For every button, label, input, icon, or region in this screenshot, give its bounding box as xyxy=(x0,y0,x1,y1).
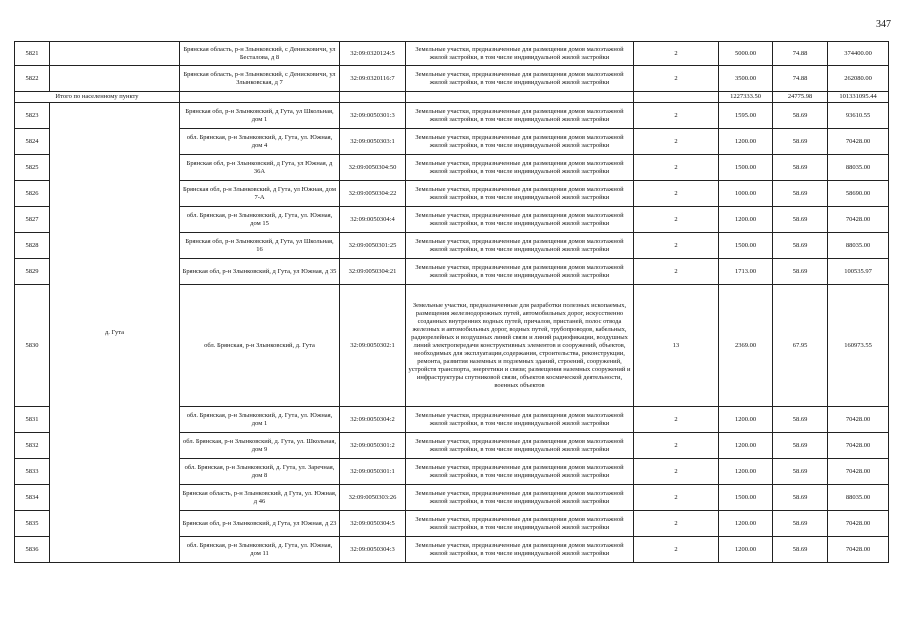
address-cell: обл. Брянская, р-н Злынковский, д. Гута, ул. Южная, дом 4 xyxy=(180,129,340,155)
value-cell: 93610.55 xyxy=(828,103,889,129)
purpose-cell: Земельные участки, предназначенные для размещения домов малоэтажной жилой застройки, в том числе индивидуальной жилой застройки xyxy=(406,155,634,181)
group-cell: 2 xyxy=(634,129,719,155)
address-cell: Брянская обл, р-н Злынковский, д Гута, ул Южная, дом 7-А xyxy=(180,181,340,207)
purpose-cell: Земельные участки, предназначенные для размещения домов малоэтажной жилой застройки, в том числе индивидуальной жилой застройки xyxy=(406,233,634,259)
rate-cell: 58.69 xyxy=(773,537,828,563)
area-cell: 1200.00 xyxy=(719,459,773,485)
area-cell: 1200.00 xyxy=(719,129,773,155)
rate-cell: 58.69 xyxy=(773,155,828,181)
group-cell: 2 xyxy=(634,459,719,485)
rate-cell: 58.69 xyxy=(773,129,828,155)
rate-cell: 58.69 xyxy=(773,181,828,207)
rate-cell: 58.69 xyxy=(773,433,828,459)
value-cell: 70428.00 xyxy=(828,433,889,459)
area-cell: 1500.00 xyxy=(719,155,773,181)
subtotal-label: Итого по населенному пункту xyxy=(15,92,180,103)
area-cell: 1000.00 xyxy=(719,181,773,207)
area-cell: 1200.00 xyxy=(719,207,773,233)
row-number: 5835 xyxy=(15,511,50,537)
purpose-cell: Земельные участки, предназначенные для размещения домов малоэтажной жилой застройки, в том числе индивидуальной жилой застройки xyxy=(406,181,634,207)
purpose-cell: Земельные участки, предназначенные для размещения домов малоэтажной жилой застройки, в том числе индивидуальной жилой застройки xyxy=(406,66,634,92)
row-number: 5828 xyxy=(15,233,50,259)
subtotal-row xyxy=(15,92,889,103)
address-cell: Брянская область, р-н Злынковский, д Гута, ул. Южная, д 46 xyxy=(180,485,340,511)
row-number: 5826 xyxy=(15,181,50,207)
purpose-cell: Земельные участки, предназначенные для разработки полезных ископаемых, размещения железнодорожных путей, автомобильных дорог, искусственно созданных внутренних водных путей, причалов, пристаней, полос отвода железных и автомобильных дорог, водных путей, трубопроводов, кабельных, радиорелейных и воздушных линий связи и линий радиофикации, воздушных линий электропередачи конструктивных элементов и сооружений, объектов, необходимых для эксплуатации,содержания, строительства, реконструкции, ремонта, развития наземных и подземных зданий, строений, сооружений, устройств транспорта, энергетики и связи; размещения наземных сооружений и инфраструктуры спутниковой связи, объектов космической деятельности, военных объектов xyxy=(406,285,634,407)
purpose-cell: Земельные участки, предназначенные для размещения домов малоэтажной жилой застройки, в том числе индивидуальной жилой застройки xyxy=(406,259,634,285)
locality-cell xyxy=(50,66,180,92)
page-number: 347 xyxy=(876,19,891,30)
cadastral-number-cell: 32:09:0050304:50 xyxy=(340,155,406,181)
value-cell: 262080.00 xyxy=(828,66,889,92)
value-cell: 374400.00 xyxy=(828,42,889,66)
purpose-cell: Земельные участки, предназначенные для размещения домов малоэтажной жилой застройки, в том числе индивидуальной жилой застройки xyxy=(406,537,634,563)
value-cell: 100535.97 xyxy=(828,259,889,285)
empty-cell xyxy=(340,92,406,103)
address-cell: обл. Брянская, р-н Злынковский, д. Гута, ул. Южная, дом 1 xyxy=(180,407,340,433)
cadastral-number-cell: 32:09:0050304:4 xyxy=(340,207,406,233)
rate-cell: 74.88 xyxy=(773,66,828,92)
group-cell: 2 xyxy=(634,66,719,92)
cadastral-number-cell: 32:09:0050303:26 xyxy=(340,485,406,511)
rate-cell: 74.88 xyxy=(773,42,828,66)
cadastral-number-cell: 32:09:0050304:22 xyxy=(340,181,406,207)
group-cell: 13 xyxy=(634,285,719,407)
address-cell: Брянская обл, р-н Злынковский, д Гута, ул Южная, д 23 xyxy=(180,511,340,537)
cadastral-number-cell: 32:09:0050304:21 xyxy=(340,259,406,285)
rate-cell: 67.95 xyxy=(773,285,828,407)
purpose-cell: Земельные участки, предназначенные для размещения домов малоэтажной жилой застройки, в том числе индивидуальной жилой застройки xyxy=(406,433,634,459)
address-cell: обл. Брянская, р-н Злынковский, д. Гута, ул. Южная, дом 11 xyxy=(180,537,340,563)
group-cell: 2 xyxy=(634,42,719,66)
subtotal-rate: 24775.98 xyxy=(773,92,828,103)
group-cell: 2 xyxy=(634,155,719,181)
address-cell: Брянская обл, р-н Злынковский, д Гута, ул Школьная, 16 xyxy=(180,233,340,259)
address-cell: Брянская обл, р-н Злынковский, д Гута, ул Южная, д 35 xyxy=(180,259,340,285)
value-cell: 88035.00 xyxy=(828,155,889,181)
cadastral-number-cell: 32:09:0050301:1 xyxy=(340,459,406,485)
rate-cell: 58.69 xyxy=(773,207,828,233)
cadastral-number-cell: 32:09:0050304:2 xyxy=(340,407,406,433)
cadastral-number-cell: 32:09:0050304:5 xyxy=(340,511,406,537)
subtotal-area: 1227333.50 xyxy=(719,92,773,103)
cadastral-number-cell: 32:09:0320124:5 xyxy=(340,42,406,66)
subtotal-value: 101331095.44 xyxy=(828,92,889,103)
row-number: 5829 xyxy=(15,259,50,285)
area-cell: 3500.00 xyxy=(719,66,773,92)
cadastral-number-cell: 32:09:0320116:7 xyxy=(340,66,406,92)
cadastral-number-cell: 32:09:0050303:1 xyxy=(340,129,406,155)
table-row xyxy=(15,42,889,66)
value-cell: 70428.00 xyxy=(828,129,889,155)
value-cell: 88035.00 xyxy=(828,233,889,259)
area-cell: 1200.00 xyxy=(719,433,773,459)
empty-cell xyxy=(634,92,719,103)
rate-cell: 58.69 xyxy=(773,511,828,537)
value-cell: 70428.00 xyxy=(828,407,889,433)
purpose-cell: Земельные участки, предназначенные для размещения домов малоэтажной жилой застройки, в том числе индивидуальной жилой застройки xyxy=(406,407,634,433)
row-number: 5831 xyxy=(15,407,50,433)
area-cell: 1500.00 xyxy=(719,233,773,259)
cadastral-number-cell: 32:09:0050301:25 xyxy=(340,233,406,259)
row-number: 5822 xyxy=(15,66,50,92)
rate-cell: 58.69 xyxy=(773,485,828,511)
purpose-cell: Земельные участки, предназначенные для размещения домов малоэтажной жилой застройки, в том числе индивидуальной жилой застройки xyxy=(406,129,634,155)
value-cell: 70428.00 xyxy=(828,537,889,563)
purpose-cell: Земельные участки, предназначенные для размещения домов малоэтажной жилой застройки, в том числе индивидуальной жилой застройки xyxy=(406,42,634,66)
area-cell: 1500.00 xyxy=(719,485,773,511)
cadastral-number-cell: 32:09:0050302:1 xyxy=(340,285,406,407)
purpose-cell: Земельные участки, предназначенные для размещения домов малоэтажной жилой застройки, в том числе индивидуальной жилой застройки xyxy=(406,207,634,233)
group-cell: 2 xyxy=(634,259,719,285)
rate-cell: 58.69 xyxy=(773,407,828,433)
group-cell: 2 xyxy=(634,181,719,207)
row-number: 5825 xyxy=(15,155,50,181)
value-cell: 70428.00 xyxy=(828,511,889,537)
purpose-cell: Земельные участки, предназначенные для размещения домов малоэтажной жилой застройки, в том числе индивидуальной жилой застройки xyxy=(406,459,634,485)
empty-cell xyxy=(406,92,634,103)
value-cell: 58690.00 xyxy=(828,181,889,207)
cadastral-number-cell: 32:09:0050301:3 xyxy=(340,103,406,129)
row-number: 5827 xyxy=(15,207,50,233)
address-cell: Брянская обл, р-н Злынковский, д Гута, ул Южная, д 36А xyxy=(180,155,340,181)
address-cell: обл. Брянская, р-н Злынковский, д. Гута xyxy=(180,285,340,407)
table-row xyxy=(15,66,889,92)
address-cell: Брянская область, р-н Злынковский, с Денисковичи, ул Бесталова, д 8 xyxy=(180,42,340,66)
empty-cell xyxy=(180,92,340,103)
group-cell: 2 xyxy=(634,537,719,563)
group-cell: 2 xyxy=(634,511,719,537)
area-cell: 1200.00 xyxy=(719,537,773,563)
purpose-cell: Земельные участки, предназначенные для размещения домов малоэтажной жилой застройки, в том числе индивидуальной жилой застройки xyxy=(406,511,634,537)
row-number: 5836 xyxy=(15,537,50,563)
table-row xyxy=(15,103,889,129)
area-cell: 1200.00 xyxy=(719,511,773,537)
rate-cell: 58.69 xyxy=(773,459,828,485)
purpose-cell: Земельные участки, предназначенные для размещения домов малоэтажной жилой застройки, в том числе индивидуальной жилой застройки xyxy=(406,103,634,129)
group-cell: 2 xyxy=(634,485,719,511)
cadastral-number-cell: 32:09:0050304:3 xyxy=(340,537,406,563)
group-cell: 2 xyxy=(634,433,719,459)
purpose-cell: Земельные участки, предназначенные для размещения домов малоэтажной жилой застройки, в том числе индивидуальной жилой застройки xyxy=(406,485,634,511)
area-cell: 1200.00 xyxy=(719,407,773,433)
value-cell: 160973.55 xyxy=(828,285,889,407)
rate-cell: 58.69 xyxy=(773,259,828,285)
address-cell: обл. Брянская, р-н Злынковский, д. Гута, ул. Заречная, дом 8 xyxy=(180,459,340,485)
area-cell: 1713.00 xyxy=(719,259,773,285)
cadastral-number-cell: 32:09:0050301:2 xyxy=(340,433,406,459)
group-cell: 2 xyxy=(634,207,719,233)
area-cell: 5000.00 xyxy=(719,42,773,66)
group-cell: 2 xyxy=(634,103,719,129)
row-number: 5824 xyxy=(15,129,50,155)
address-cell: обл. Брянская, р-н Злынковский, д. Гута, ул. Школьная, дом 9 xyxy=(180,433,340,459)
value-cell: 70428.00 xyxy=(828,459,889,485)
row-number: 5823 xyxy=(15,103,50,129)
row-number: 5830 xyxy=(15,285,50,407)
locality-cell: д. Гута xyxy=(50,103,180,563)
locality-cell xyxy=(50,42,180,66)
value-cell: 88035.00 xyxy=(828,485,889,511)
value-cell: 70428.00 xyxy=(828,207,889,233)
group-cell: 2 xyxy=(634,407,719,433)
address-cell: Брянская область, р-н Злынковский, с Денисковичи, ул Злынковская, д 7 xyxy=(180,66,340,92)
area-cell: 2369.00 xyxy=(719,285,773,407)
cadastral-value-table xyxy=(14,41,889,563)
row-number: 5833 xyxy=(15,459,50,485)
row-number: 5832 xyxy=(15,433,50,459)
address-cell: обл. Брянская, р-н Злынковский, д. Гута, ул. Южная, дом 15 xyxy=(180,207,340,233)
rate-cell: 58.69 xyxy=(773,233,828,259)
group-cell: 2 xyxy=(634,233,719,259)
row-number: 5821 xyxy=(15,42,50,66)
rate-cell: 58.69 xyxy=(773,103,828,129)
area-cell: 1595.00 xyxy=(719,103,773,129)
row-number: 5834 xyxy=(15,485,50,511)
address-cell: Брянская обл, р-н Злынковский, д Гута, ул Школьная, дом 1 xyxy=(180,103,340,129)
